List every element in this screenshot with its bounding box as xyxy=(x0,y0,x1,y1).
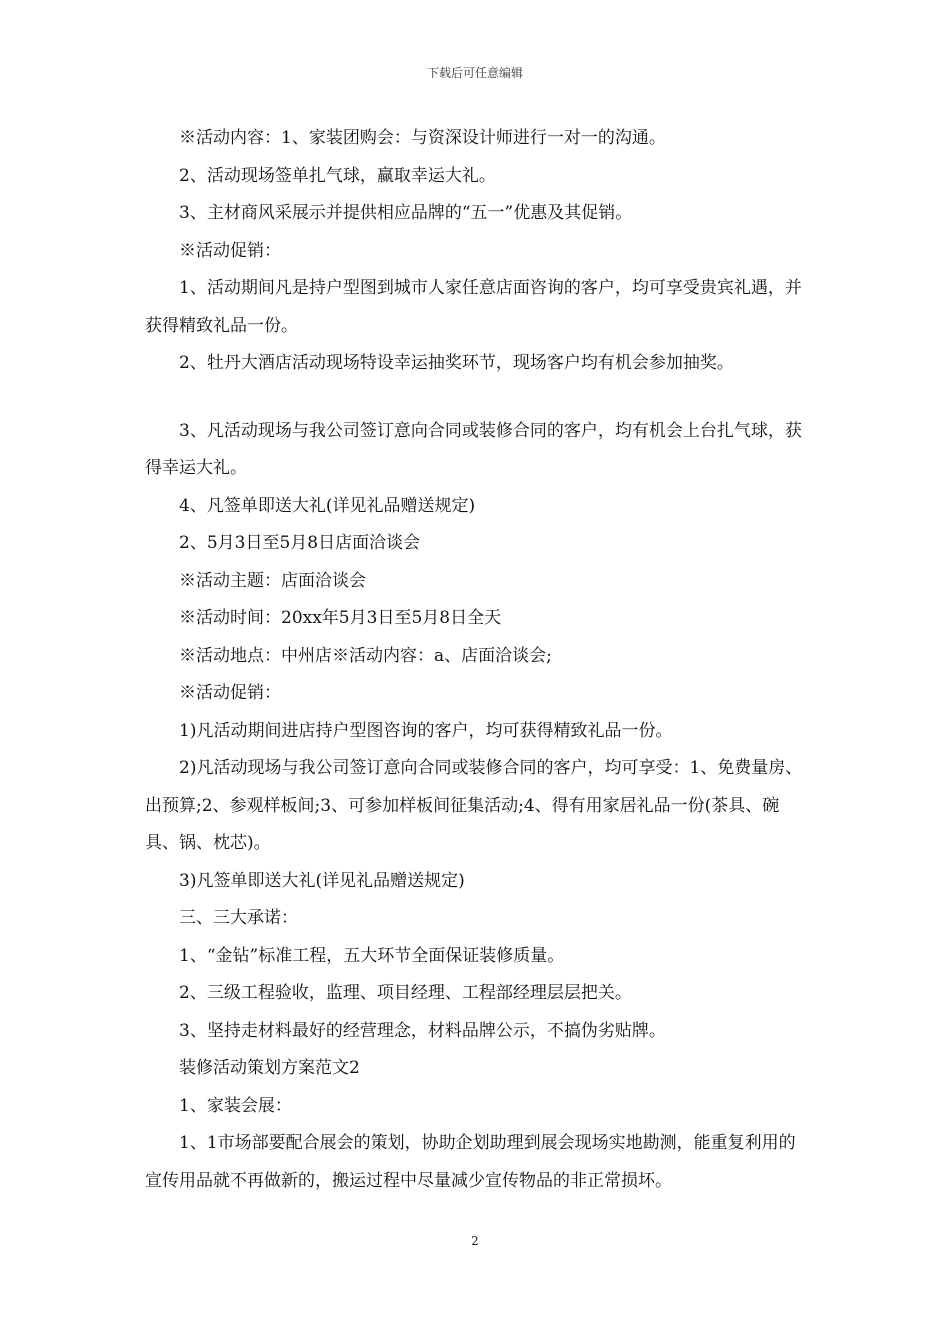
page-number: 2 xyxy=(471,1234,479,1248)
paragraph: 1、活动期间凡是持户型图到城市人家任意店面咨询的客户，均可享受贵宾礼遇，并获得精致礼品一份。 xyxy=(145,278,802,336)
paragraph: ※活动地点：中州店※活动内容：a、店面洽谈会; xyxy=(179,645,552,666)
paragraph: ※活动内容：1、家装团购会：与资深设计师进行一对一的沟通。 xyxy=(179,128,666,148)
paragraph: 1、家装会展： xyxy=(179,1095,292,1116)
blank-line xyxy=(145,383,805,413)
paragraph: ※活动促销： xyxy=(179,240,281,261)
paragraph: 2)凡活动现场与我公司签订意向合同或装修合同的客户，均可享受：1、免费量房、出预算;2、参观样板间;3、可参加样板间征集活动;4、得有用家居礼品一份(茶具、碗具、锅、枕芯)。 xyxy=(145,758,803,853)
paragraph: 1)凡活动期间进店持户型图咨询的客户，均可获得精致礼品一份。 xyxy=(179,720,673,741)
paragraph: 2、三级工程验收，监理、项目经理、工程部经理层层把关。 xyxy=(179,983,632,1003)
paragraph: 3、坚持走材料最好的经营理念，材料品牌公示，不搞伪劣贴牌。 xyxy=(179,1020,666,1041)
paragraph: 三、三大承诺： xyxy=(179,908,298,928)
paragraph: 4、凡签单即送大礼(详见礼品赠送规定) xyxy=(179,495,476,516)
paragraph: ※活动主题：店面洽谈会 xyxy=(179,570,366,591)
paragraph: 3、主材商风采展示并提供相应品牌的“五一”优惠及其促销。 xyxy=(179,203,633,223)
paragraph: 3、凡活动现场与我公司签订意向合同或装修合同的客户，均有机会上台扎气球，获得幸运大礼。 xyxy=(145,420,802,478)
paragraph: ※活动时间：20xx年5月3日至5月8日全天 xyxy=(179,608,502,628)
document-body xyxy=(145,120,805,1200)
paragraph: 1、1市场部要配合展会的策划，协助企划助理到展会现场实地勘测，能重复利用的宣传用品就不再做新的，搬运过程中尽量减少宣传物品的非正常损坏。 xyxy=(145,1133,796,1191)
paragraph: ※活动促销： xyxy=(179,683,281,703)
paragraph: 2、活动现场签单扎气球，赢取幸运大礼。 xyxy=(179,165,496,186)
paragraph: 装修活动策划方案范文2 xyxy=(179,1058,360,1078)
paragraph: 2、5月3日至5月8日店面洽谈会 xyxy=(179,533,421,553)
paragraph: 1、“金钻”标准工程，五大环节全面保证装修质量。 xyxy=(179,945,565,966)
paragraph: 3)凡签单即送大礼(详见礼品赠送规定) xyxy=(179,870,465,891)
paragraph: 2、牡丹大酒店活动现场特设幸运抽奖环节，现场客户均有机会参加抽奖。 xyxy=(179,353,734,373)
header-note: 下载后可任意编辑 xyxy=(426,66,523,80)
